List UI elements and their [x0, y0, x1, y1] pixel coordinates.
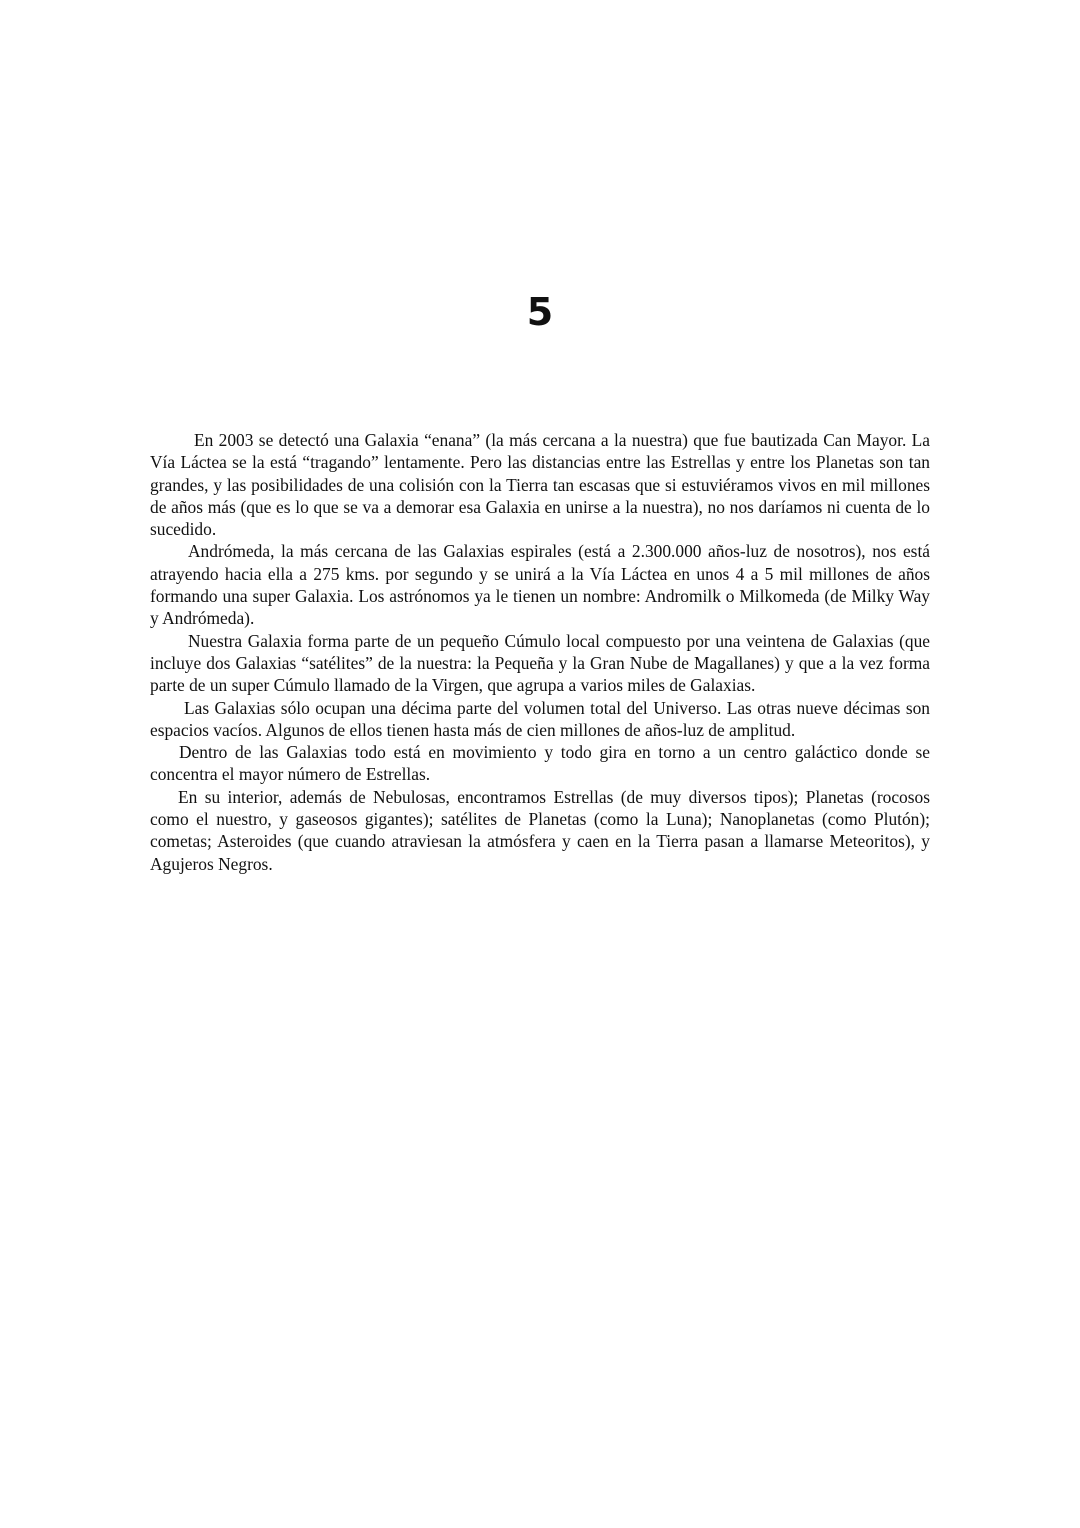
paragraph-andromeda: Andrómeda, la más cercana de las Galaxias espirales (está a 2.300.000 años-luz de nosotros), nos está atrayendo hacia ella a 275 kms. por segundo y se unirá a la Vía Láctea en unos 4 a 5 mil millones de años formando una super Galaxia. Los astrónomos ya le tienen un nombre: Andromilk o Milkomeda (de Milky Way y Andrómeda).	[150, 541, 930, 629]
body-text	[150, 429, 930, 875]
paragraph-movimiento: Dentro de las Galaxias todo está en movimiento y todo gira en torno a un centro galáctico donde se concentra el mayor número de Estrellas.	[150, 742, 930, 785]
paragraph-can-mayor: En 2003 se detectó una Galaxia “enana” (la más cercana a la nuestra) que fue bautizada Can Mayor. La Vía Láctea se la está “tragando” lentamente. Pero las distancias entre las Estrellas y entre los Planetas son tan grandes, y las posibilidades de una colisión con la Tierra tan escasas que si estuviéramos vivos en mil millones de años más (que es lo que se va a demorar esa Galaxia en unirse a la nuestra), no nos daríamos ni cuenta de lo sucedido.	[150, 430, 930, 540]
paragraph-cumulo-local: Nuestra Galaxia forma parte de un pequeño Cúmulo local compuesto por una veintena de Galaxias (que incluye dos Galaxias “satélites” de la nuestra: la Pequeña y la Gran Nube de Magallanes) y que a la vez forma parte de un super Cúmulo llamado de la Virgen, que agrupa a varios miles de Galaxias.	[150, 630, 930, 696]
paragraph-volumen-universo: Las Galaxias sólo ocupan una décima parte del volumen total del Universo. Las otras nueve décimas son espacios vacíos. Algunos de ellos tienen hasta más de cien millones de años-luz de amplitud.	[150, 697, 930, 740]
paragraph-interior-galaxias: En su interior, además de Nebulosas, encontramos Estrellas (de muy diversos tipos); Planetas (rocosos como el nuestro, y gaseosos gigantes); satélites de Planetas (como la Luna); Nanoplanetas (como Plutón); cometas; Asteroides (que cuando atraviesan la atmósfera y caen en la Tierra pasan a llamarse Meteoritos), y Agujeros Negros.	[150, 786, 930, 874]
chapter-number: 5	[526, 290, 554, 334]
